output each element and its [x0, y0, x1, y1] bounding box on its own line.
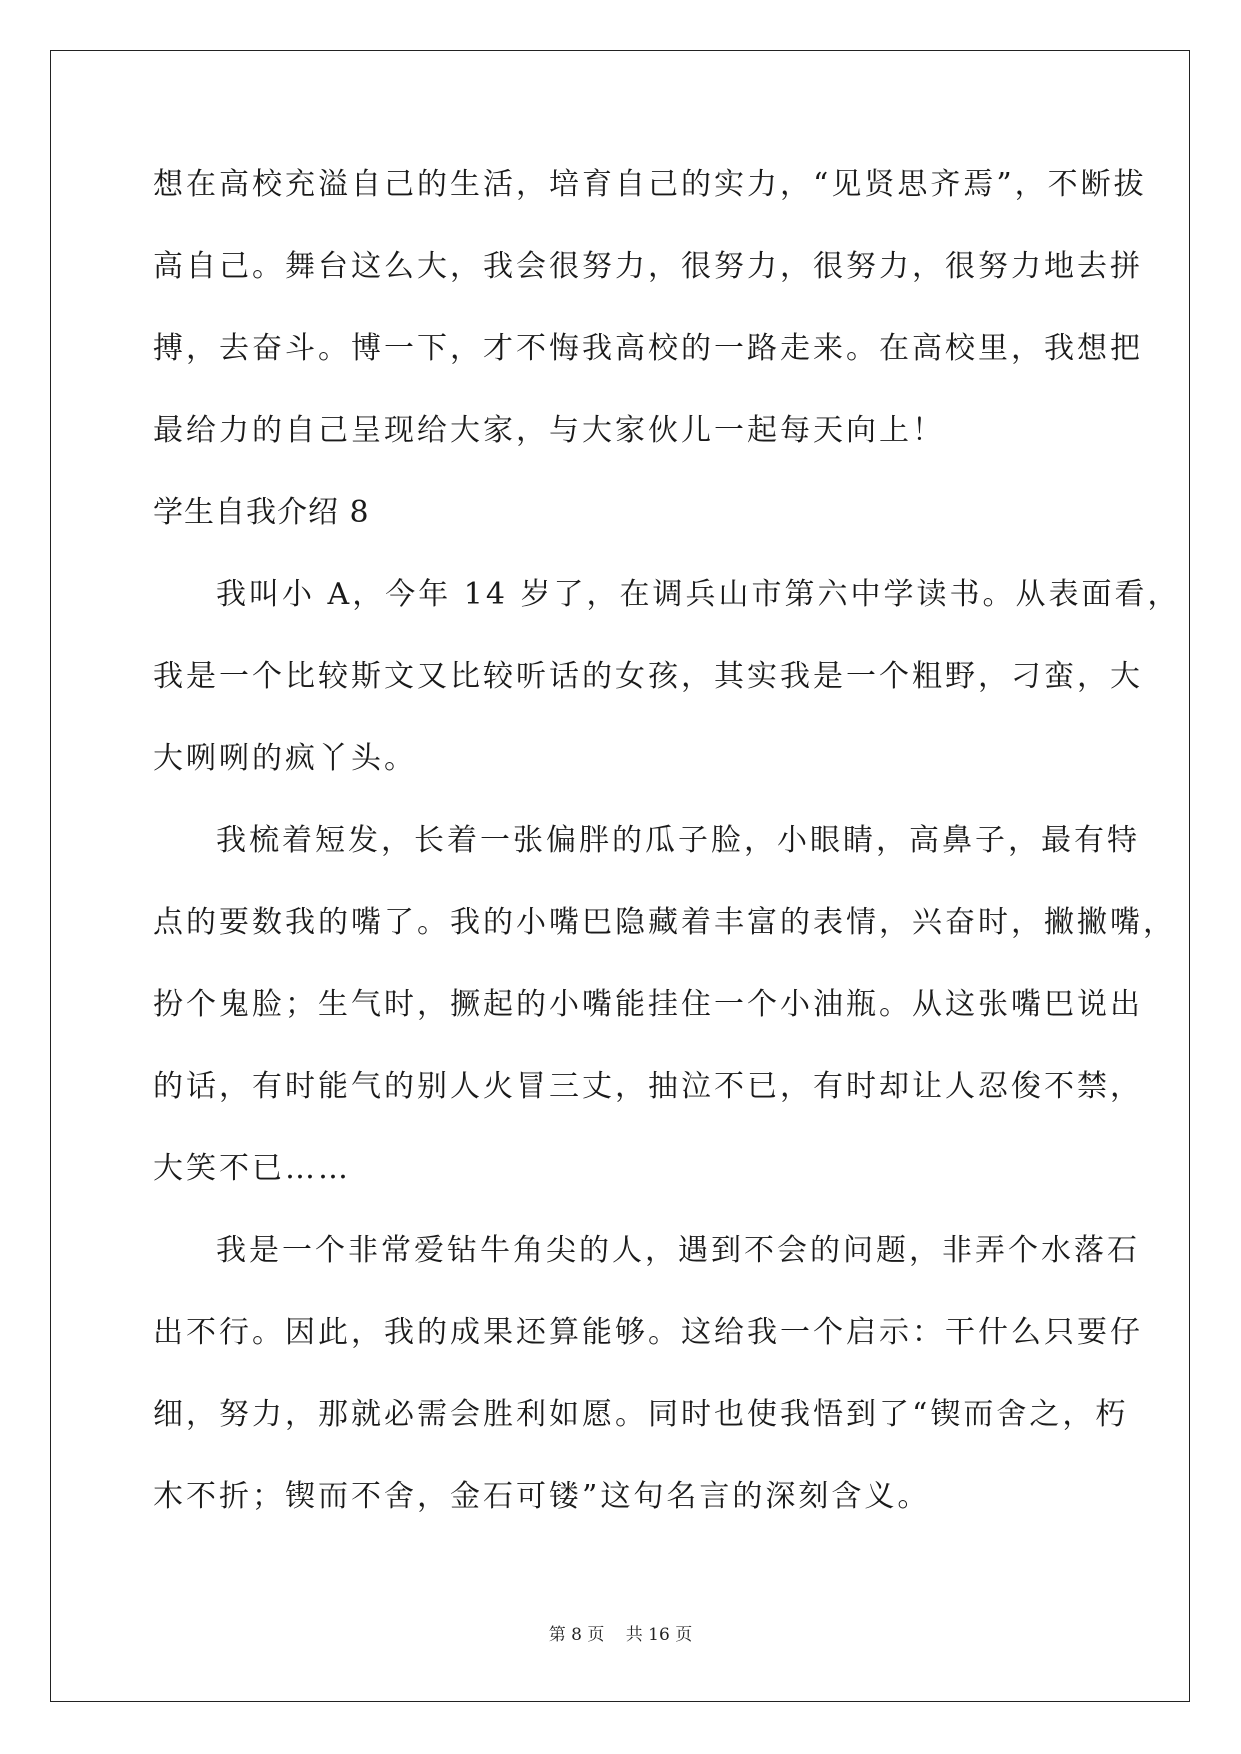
- text-line: 想在高校充溢自己的生活，培育自己的实力，“见贤思齐焉”，不断拔: [153, 167, 1147, 202]
- text-line: 最给力的自己呈现给大家，与大家伙儿一起每天向上！: [153, 413, 945, 448]
- text-line: 的话，有时能气的别人火冒三丈，抽泣不已，有时却让人忍俊不禁，: [153, 1069, 1143, 1104]
- text-line: 木不折；锲而不舍，金石可镂”这句名言的深刻含义。: [153, 1479, 931, 1514]
- text-line: 大笑不已……: [153, 1151, 351, 1186]
- text-line: 细，努力，那就必需会胜利如愿。同时也使我悟到了“锲而舍之，朽: [153, 1397, 1129, 1432]
- text-line: 出不行。因此，我的成果还算能够。这给我一个启示：干什么只要仔: [153, 1315, 1143, 1350]
- text-line: 搏，去奋斗。博一下，才不悔我高校的一路走来。在高校里，我想把: [153, 331, 1143, 366]
- section-heading: 学生自我介绍 8: [153, 495, 370, 530]
- text-line: 我是一个非常爱钻牛角尖的人，遇到不会的问题，非弄个水落石: [216, 1233, 1140, 1268]
- page-number: 第 8 页: [548, 1625, 605, 1645]
- page-total: 共 16 页: [625, 1625, 693, 1645]
- document-body: [153, 160, 1181, 1554]
- text-line: 我是一个比较斯文又比较听话的女孩，其实我是一个粗野，刁蛮，大: [153, 659, 1143, 694]
- text-line: 我梳着短发，长着一张偏胖的瓜子脸，小眼睛，高鼻子，最有特: [216, 823, 1140, 858]
- text-line: 高自己。舞台这么大，我会很努力，很努力，很努力，很努力地去拼: [153, 249, 1143, 284]
- text-line: 大咧咧的疯丫头。: [153, 741, 417, 776]
- text-line: 点的要数我的嘴了。我的小嘴巴隐藏着丰富的表情，兴奋时，撇撇嘴，: [153, 905, 1176, 940]
- page-footer: [0, 1620, 1241, 1645]
- text-line: 扮个鬼脸；生气时，撅起的小嘴能挂住一个小油瓶。从这张嘴巴说出: [153, 987, 1143, 1022]
- text-line: 我叫小 A，今年 14 岁了，在调兵山市第六中学读书。从表面看，: [216, 577, 1181, 612]
